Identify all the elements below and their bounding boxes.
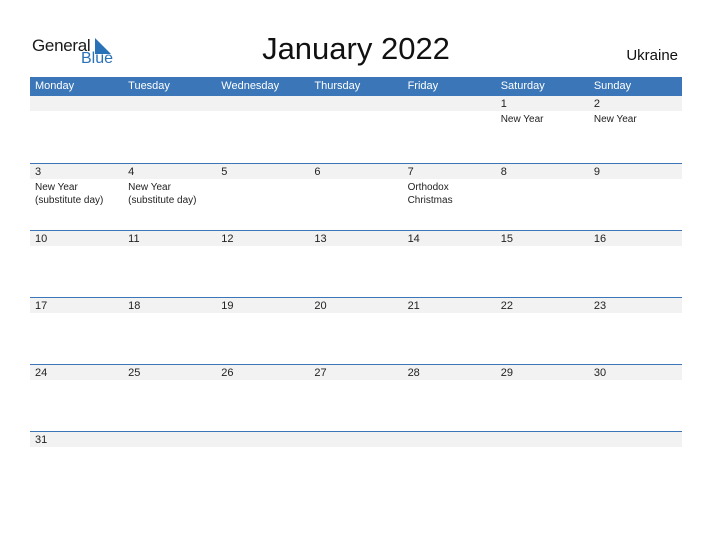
weekday-header-wednesday: Wednesday	[221, 80, 280, 92]
day-cell	[589, 164, 682, 230]
day-cell	[216, 432, 309, 449]
day-number: 4	[128, 166, 135, 178]
day-cell	[30, 365, 123, 431]
day-number	[128, 433, 216, 448]
holiday-label: New Year (substitute day)	[35, 182, 104, 206]
day-cell	[589, 432, 682, 449]
weekday-header-thursday: Thursday	[314, 80, 361, 92]
day-number: 6	[314, 166, 321, 178]
day-number	[594, 433, 682, 448]
country-label: Ukraine	[626, 47, 678, 64]
calendar-week-row	[30, 364, 682, 431]
day-cell	[403, 231, 496, 297]
day-cell	[216, 231, 309, 297]
day-number: 18	[128, 300, 141, 312]
calendar-week-row	[30, 96, 682, 163]
day-number	[501, 433, 589, 448]
logo-text-blue: Blue	[81, 50, 114, 67]
day-number: 27	[314, 367, 327, 379]
weekday-header-monday: Monday	[35, 80, 75, 92]
day-number	[408, 97, 496, 112]
day-cell	[309, 164, 402, 230]
weekday-header-sunday: Sunday	[593, 80, 632, 92]
day-number: 17	[35, 300, 48, 312]
day-number	[35, 97, 123, 112]
calendar-week-row	[30, 163, 682, 230]
day-number: 23	[593, 300, 607, 312]
day-cell	[30, 164, 123, 230]
day-number: 1	[500, 98, 507, 110]
day-number: 22	[500, 300, 513, 312]
day-cell	[123, 365, 216, 431]
logo-text-general: General	[32, 36, 91, 55]
weekday-header-friday: Friday	[407, 80, 439, 92]
page-title: January 2022	[262, 31, 450, 66]
holiday-label: New Year	[593, 114, 637, 125]
weeks-container	[30, 96, 682, 447]
day-number	[128, 97, 216, 112]
day-number: 3	[35, 166, 42, 178]
weekday-header-tuesday: Tuesday	[128, 80, 170, 92]
day-cell	[589, 231, 682, 297]
calendar-week-row	[30, 431, 682, 447]
calendar-week-row	[30, 297, 682, 364]
calendar-week-row	[30, 230, 682, 297]
day-number: 12	[221, 233, 234, 245]
holiday-label: New Year (substitute day)	[128, 182, 197, 206]
day-number: 9	[593, 166, 600, 178]
day-number: 10	[35, 233, 48, 245]
day-cell	[30, 298, 123, 364]
day-number: 21	[407, 300, 420, 312]
day-number	[314, 97, 402, 112]
weekday-header-row	[30, 77, 682, 96]
day-number: 31	[35, 434, 48, 446]
day-cell	[30, 96, 123, 163]
calendar-grid	[30, 77, 682, 447]
day-number: 2	[593, 98, 600, 110]
day-cell	[496, 432, 589, 449]
day-number: 26	[221, 367, 234, 379]
day-number: 20	[314, 300, 327, 312]
day-cell	[216, 365, 309, 431]
day-number: 13	[314, 233, 327, 245]
day-cell	[403, 164, 496, 230]
day-cell	[309, 432, 402, 449]
day-cell	[403, 298, 496, 364]
day-cell	[403, 96, 496, 163]
day-cell	[309, 298, 402, 364]
day-number	[221, 433, 309, 448]
day-number: 8	[500, 166, 507, 178]
day-number: 11	[128, 233, 140, 245]
day-number: 24	[35, 367, 48, 379]
day-cell	[589, 298, 682, 364]
holiday-label: New Year	[500, 114, 544, 125]
day-number	[314, 433, 402, 448]
day-cell	[496, 164, 589, 230]
day-number	[221, 97, 309, 112]
day-cell	[496, 96, 589, 163]
day-number: 30	[593, 367, 607, 379]
day-cell	[30, 231, 123, 297]
day-cell	[123, 432, 216, 449]
day-cell	[496, 298, 589, 364]
day-number: 29	[500, 367, 513, 379]
day-number	[408, 433, 496, 448]
day-number: 25	[128, 367, 141, 379]
day-cell	[123, 298, 216, 364]
day-number: 5	[221, 166, 228, 178]
day-cell	[216, 96, 309, 163]
day-cell	[403, 432, 496, 449]
day-cell	[309, 365, 402, 431]
day-cell	[496, 365, 589, 431]
day-number: 7	[407, 166, 414, 178]
day-cell	[216, 298, 309, 364]
day-cell	[309, 231, 402, 297]
day-cell	[123, 96, 216, 163]
day-number: 16	[593, 233, 607, 245]
day-cell	[123, 231, 216, 297]
day-cell	[403, 365, 496, 431]
day-cell	[589, 96, 682, 163]
day-cell	[589, 365, 682, 431]
holiday-label: Orthodox Christmas	[407, 182, 453, 206]
day-number: 15	[500, 233, 513, 245]
weekday-header-saturday: Saturday	[500, 80, 545, 92]
day-number: 19	[221, 300, 234, 312]
day-cell	[123, 164, 216, 230]
day-cell	[30, 432, 123, 449]
day-number: 14	[407, 233, 420, 245]
day-cell	[309, 96, 402, 163]
day-number: 28	[407, 367, 420, 379]
day-cell	[496, 231, 589, 297]
day-cell	[216, 164, 309, 230]
